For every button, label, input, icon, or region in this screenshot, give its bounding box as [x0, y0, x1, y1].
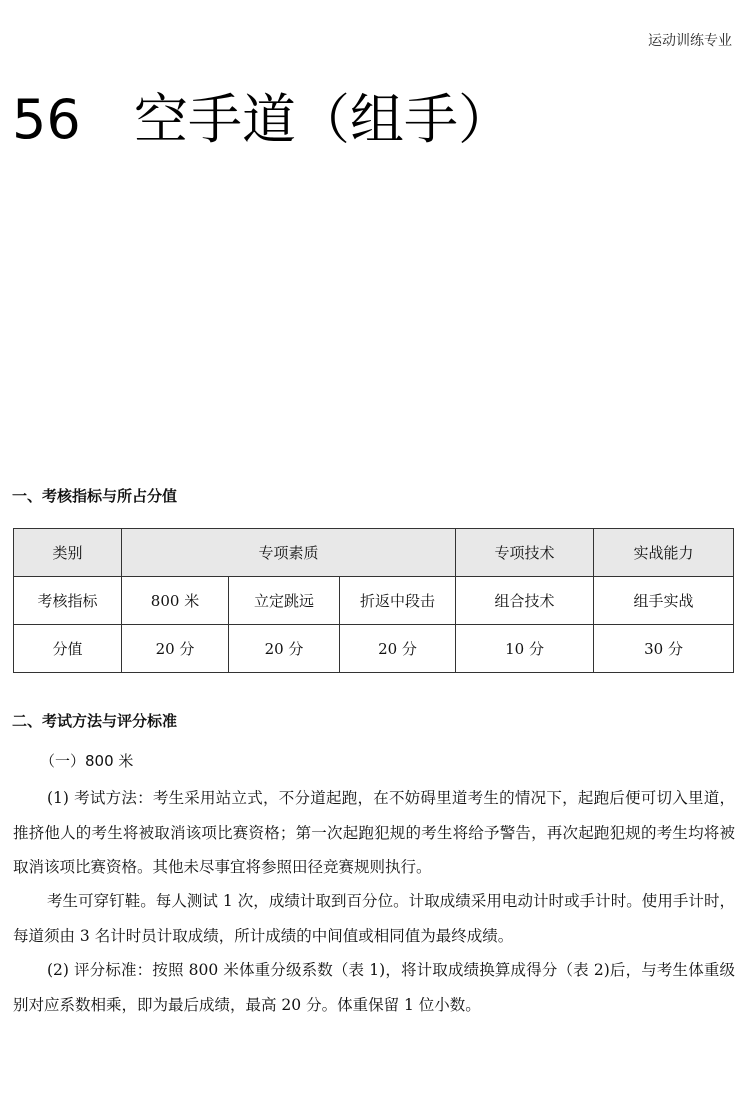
- table-cell: 立定跳远: [229, 577, 340, 625]
- table-cell: 20 分: [340, 625, 456, 673]
- table-cell: 30 分: [594, 625, 734, 673]
- table-cell: 组手实战: [594, 577, 734, 625]
- section-heading-1: 一、考核指标与所占分值: [12, 487, 178, 505]
- subheading-800m: （一）800 米: [40, 752, 134, 770]
- table-cell: 800 米: [122, 577, 229, 625]
- table-row: [14, 625, 734, 673]
- table-cell: 组合技术: [456, 577, 594, 625]
- table-cell: 折返中段击: [340, 577, 456, 625]
- table-header-technique: 专项技术: [456, 529, 594, 577]
- paragraph-timing: 考生可穿钉鞋。每人测试 1 次，成绩计取到百分位。计取成绩采用电动计时或手计时。使用手计时，每道须由 3 名计时员计取成绩，所计成绩的中间值或相同值为最终成绩。: [13, 892, 735, 945]
- paragraph-method: (1) 考试方法：考生采用站立式，不分道起跑，在不妨碍里道考生的情况下，起跑后便可切入里道，推挤他人的考生将被取消该项比赛资格；第一次起跑犯规的考生将给予警告，再次起跑犯规的考生均将被取消该项比赛资格。其他未尽事宜将参照田径竞赛规则执行。: [13, 789, 735, 876]
- table-cell: 20 分: [229, 625, 340, 673]
- title-number: 56: [12, 88, 81, 151]
- table-row-label: 考核指标: [14, 577, 122, 625]
- header-tag: 运动训练专业: [648, 33, 732, 49]
- table-header-category: 类别: [14, 529, 122, 577]
- title-text: 空手道（组手）: [134, 88, 512, 151]
- score-table: [13, 528, 734, 673]
- table-header-quality: 专项素质: [122, 529, 456, 577]
- page-title: [12, 88, 512, 152]
- table-header-combat: 实战能力: [594, 529, 734, 577]
- table-cell: 20 分: [122, 625, 229, 673]
- table-row-label: 分值: [14, 625, 122, 673]
- table-cell: 10 分: [456, 625, 594, 673]
- table-row: [14, 577, 734, 625]
- section-heading-2: 二、考试方法与评分标准: [12, 712, 178, 730]
- table-header-row: [14, 529, 734, 577]
- paragraph-scoring: (2) 评分标准：按照 800 米体重分级系数（表 1)，将计取成绩换算成得分（表 2)后，与考生体重级别对应系数相乘，即为最后成绩，最高 20 分。体重保留 1 位小数。: [13, 961, 735, 1014]
